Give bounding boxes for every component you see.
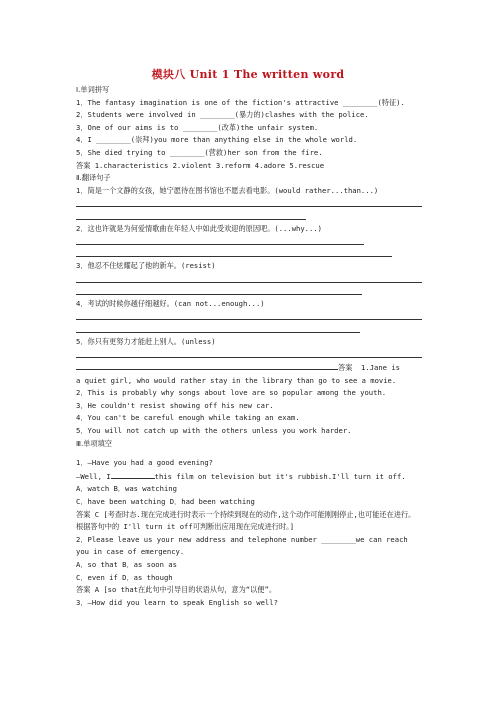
translation-question-2: 2．这也许就是为何爱情歌曲在年轻人中如此受欢迎的原因吧。(...why...) [76, 223, 322, 233]
mc-question-3: 3．—How did you learn to speak English so well? [76, 597, 278, 607]
fill-blank [111, 470, 155, 479]
answer-line [76, 286, 422, 299]
translation-answer-1a: 1.Jane is [361, 363, 400, 373]
translation-answer-4: 4．You can't be careful enough while taking an exam. [76, 413, 300, 423]
mc-question-1: 1．—Have you had a good evening? [76, 458, 214, 468]
section-heading-translation: Ⅱ.翻译句子 [76, 173, 111, 183]
mc-question-1-line2 [76, 470, 422, 484]
translation-question-1: 1．简是一个文静的女孩，她宁愿待在图书馆也不愿去看电影。(would rather...than...) [76, 185, 379, 195]
mc-q2-options-ab: A．so that B．as soon as [76, 559, 177, 569]
translation-answer-1b: a quiet girl, who would rather stay in the library than go to see a movie. [76, 375, 397, 385]
answer-line [76, 348, 422, 361]
spelling-item-4: 4．I ________(崇拜)you more than anything else in the whole world. [76, 135, 358, 145]
answer-line [76, 323, 422, 336]
translation-question-4: 4．考试的时候你越仔细越好。(can not...enough...) [76, 299, 265, 309]
mc-q1-answer: 答案 C [考查时态.现在完成进行时表示一个持续到现在的动作,这个动作可能刚刚停止,也可能还在进行。根据答句中的 I'll turn it off可判断出应用现在完成进行时。] [76, 509, 416, 532]
answer-line [76, 273, 422, 286]
mc-q1-prefix: —Well, I [76, 471, 111, 481]
answer-line [76, 197, 422, 210]
section-heading-spelling: Ⅰ.单词拼写 [76, 85, 110, 94]
page-title: 模块八 Unit 1 The written word [151, 68, 345, 81]
mc-q1-options-ab: A．watch B．was watching [76, 484, 177, 494]
spelling-item-1: 1．The fantasy imagination is one of the fiction's attractive ________(特征). [76, 97, 405, 107]
answer-line [76, 311, 422, 324]
translation-question-5: 5．你只有更努力才能赶上别人。(unless) [76, 336, 216, 346]
answer-line [76, 210, 422, 223]
translation-question-3: 3．他忍不住炫耀起了他的新车。(resist) [76, 261, 216, 271]
mc-q2-options-cd: C．even if D．as though [76, 572, 173, 582]
mc-q1-options-cd: C．have been watching D．had been watching [76, 497, 255, 506]
translation-answer-2: 2．This is probably why songs about love are so popular among the youth. [76, 388, 387, 398]
worksheet-content [76, 84, 422, 609]
section-heading-multiple-choice: Ⅲ.单项填空 [76, 438, 112, 448]
translation-answer-5: 5．You will not catch up with the others unless you work harder. [76, 426, 352, 436]
translation-answer-3: 3．He couldn't resist showing off his new car. [76, 400, 274, 410]
answer-line [76, 235, 422, 248]
spelling-item-5: 5．She died trying to ________(营救)her son from the fire. [76, 147, 323, 157]
spelling-item-3: 3．One of our aims is to ________(改革)the unfair system. [76, 122, 319, 132]
spelling-item-2: 2．Students were involved in ________(暴力的)clashes with the police. [76, 110, 369, 120]
answer-line [76, 248, 422, 261]
mc-q1-suffix: this film on television but it's rubbish.I'll turn it off. [154, 471, 406, 481]
mc-q2-answer: 答案 A [so that在此句中引导目的状语从句，意为“以便”。 [76, 585, 277, 595]
answer-label: 答案 [338, 363, 353, 373]
translation-answer-1-line [76, 361, 422, 375]
spelling-answer: 答案 1.characteristics 2.violent 3.reform 4.adore 5.rescue [76, 160, 325, 170]
mc-question-2: 2．Please leave us your new address and telephone number ________we can reach you in case of emergency. [76, 534, 408, 557]
